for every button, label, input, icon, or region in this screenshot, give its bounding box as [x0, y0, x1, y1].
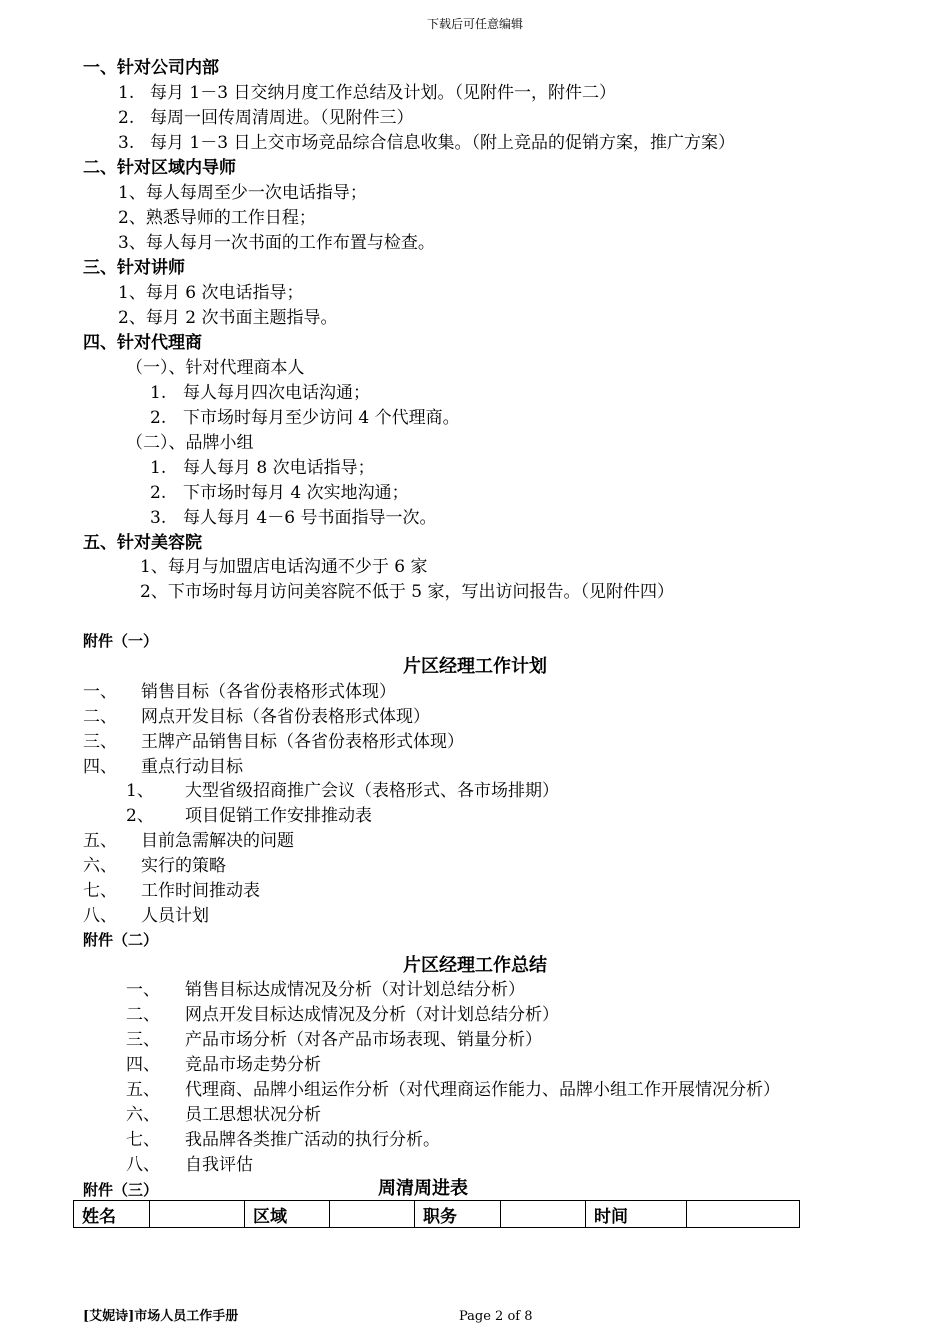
table-cell-name-label: 姓名: [74, 1201, 150, 1228]
section-2-title: 二、针对区域内导师: [83, 158, 236, 178]
table-cell-time-value[interactable]: [687, 1201, 800, 1228]
table-cell-region-label: 区域: [245, 1201, 330, 1228]
plan-item: 六、 实行的策略: [83, 856, 226, 876]
plan-item: 二、 网点开发目标（各省份表格形式体现）: [83, 707, 430, 727]
section-4-item: 1. 每人每月四次电话沟通；: [150, 383, 370, 403]
table-cell-position-value[interactable]: [501, 1201, 586, 1228]
table-cell-position-label: 职务: [415, 1201, 501, 1228]
section-4-subheading: （一）、针对代理商本人: [126, 358, 305, 378]
plan-item: 八、 人员计划: [83, 906, 209, 926]
plan-item: 七、 工作时间推动表: [83, 881, 260, 901]
summary-item: 四、 竞品市场走势分析: [126, 1055, 321, 1075]
table-cell-name-value[interactable]: [150, 1201, 245, 1228]
footer-manual-title: [艾妮诗]市场人员工作手册: [83, 1309, 239, 1324]
table-cell-region-value[interactable]: [330, 1201, 415, 1228]
attachment-1-label: 附件（一）: [83, 632, 159, 650]
plan-sub-item: 1、 大型省级招商推广会议（表格形式、各市场排期）: [126, 781, 559, 801]
summary-item: 五、 代理商、品牌小组运作分析（对代理商运作能力、品牌小组工作开展情况分析）: [126, 1080, 780, 1100]
section-1-title: 一、针对公司内部: [83, 58, 219, 78]
section-4-item: 2. 下市场时每月至少访问 4 个代理商。: [150, 408, 460, 428]
section-4-item: 2. 下市场时每月 4 次实地沟通；: [150, 483, 409, 503]
section-2-item: 3、每人每月一次书面的工作布置与检查。: [118, 233, 435, 253]
plan-item: 三、 王牌产品销售目标（各省份表格形式体现）: [83, 732, 464, 752]
table-row: [74, 1201, 800, 1228]
summary-item: 八、 自我评估: [126, 1155, 253, 1175]
section-5-item: 2、下市场时每月访问美容院不低于 5 家，写出访问报告。（见附件四）: [140, 582, 674, 602]
section-1-item: 3. 每月 1－3 日上交市场竞品综合信息收集。（附上竞品的促销方案，推广方案）: [118, 133, 735, 153]
plan-item: 五、 目前急需解决的问题: [83, 831, 294, 851]
section-4-subheading: （二）、品牌小组: [126, 433, 254, 453]
attachment-2-title: 片区经理工作总结: [403, 955, 547, 976]
section-2-item: 2、熟悉导师的工作日程；: [118, 208, 316, 228]
page-header-note: 下载后可任意编辑: [426, 17, 523, 31]
plan-item: 一、 销售目标（各省份表格形式体现）: [83, 682, 396, 702]
attachment-3-label: 附件（三）: [83, 1181, 159, 1199]
section-4-title: 四、针对代理商: [83, 333, 202, 353]
summary-item: 七、 我品牌各类推广活动的执行分析。: [126, 1130, 440, 1150]
section-4-item: 3. 每人每月 4－6 号书面指导一次。: [150, 508, 437, 528]
summary-item: 三、 产品市场分析（对各产品市场表现、销量分析）: [126, 1030, 542, 1050]
attachment-2-label: 附件（二）: [83, 931, 159, 949]
section-2-item: 1、每人每周至少一次电话指导；: [118, 183, 367, 203]
section-5-item: 1、每月与加盟店电话沟通不少于 6 家: [140, 557, 428, 577]
plan-sub-item: 2、 项目促销工作安排推动表: [126, 806, 372, 826]
weekly-progress-table: [73, 1200, 800, 1228]
section-3-title: 三、针对讲师: [83, 258, 185, 278]
section-5-title: 五、针对美容院: [83, 533, 202, 553]
summary-item: 六、 员工思想状况分析: [126, 1105, 321, 1125]
section-1-item: 1. 每月 1－3 日交纳月度工作总结及计划。（见附件一，附件二）: [118, 83, 616, 103]
footer-page-number: Page 2 of 8: [459, 1309, 533, 1324]
attachment-3-title: 周清周进表: [378, 1178, 468, 1199]
section-4-item: 1. 每人每月 8 次电话指导；: [150, 458, 375, 478]
section-3-item: 1、每月 6 次电话指导；: [118, 283, 304, 303]
plan-item: 四、 重点行动目标: [83, 757, 243, 777]
table-cell-time-label: 时间: [586, 1201, 687, 1228]
attachment-1-title: 片区经理工作计划: [403, 656, 547, 677]
section-1-item: 2. 每周一回传周清周进。（见附件三）: [118, 108, 414, 128]
summary-item: 一、 销售目标达成情况及分析（对计划总结分析）: [126, 980, 525, 1000]
section-3-item: 2、每月 2 次书面主题指导。: [118, 308, 338, 328]
summary-item: 二、 网点开发目标达成情况及分析（对计划总结分析）: [126, 1005, 559, 1025]
